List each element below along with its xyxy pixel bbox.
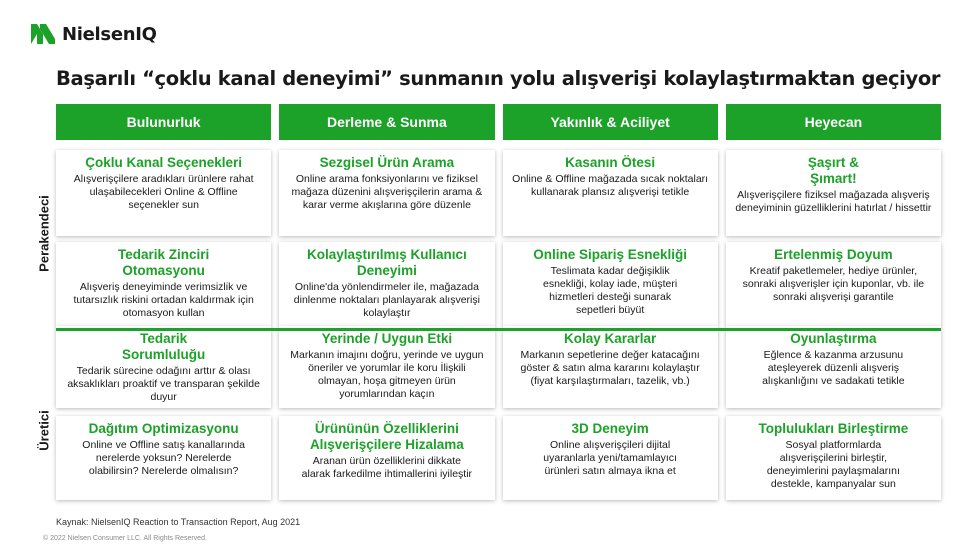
card-body: Alışverişçilere fiziksel mağazada alışveriş deneyiminin güzelliklerini hatırlat / hissettir: [735, 189, 932, 214]
card-title: Dağıtım Optimizasyonu: [88, 421, 239, 436]
row-group-label-uretici: Üretici: [36, 410, 52, 451]
card-title: Kasanın Ötesi: [565, 155, 656, 170]
card-body: Markanın imajını doğru, yerinde ve uygun öneriler ve yorumlar ile koru İlişkili olmayan, hoşa gitmeyen ürün yorumlarından kaçın: [290, 349, 484, 400]
card-3d-deneyim: [503, 416, 718, 500]
card-body: Teslimata kadar değişiklik esnekliği, kolay iade, müşteri hizmetleri desteği sunarak sepetleri büyüt: [543, 265, 678, 316]
card-title: Kolaylaştırılmış Kullanıcı Deneyimi: [306, 247, 467, 278]
card-body: Kreatif paketlemeler, hediye ürünler, sonraki alışverişler için kuponlar, vb. ile sonraki alışverişi garantile: [742, 265, 925, 303]
copyright-note: © 2022 Nielsen Consumer LLC. All Rights Reserved.: [43, 535, 207, 542]
card-title: Oyunlaştırma: [790, 331, 877, 346]
card-tedarik-zinciri: [56, 242, 271, 326]
card-body: Online'da yönlendirmeler ile, mağazada dinlenme noktaları planlayarak alışverişi kolaylaştır: [293, 281, 480, 319]
card-title: Online Sipariş Esnekliği: [533, 247, 688, 262]
card-body: Online alışverişçileri dijital uyaranlarla yeni/tamamlayıcı ürünleri satın almaya ikna et: [543, 439, 677, 477]
card-body: Aranan ürün özelliklerini dikkate alarak farkedilme ihtimallerini iyileştir: [301, 455, 473, 480]
strategy-grid: [56, 150, 941, 500]
card-sezgisel-urun-arama: [279, 150, 494, 236]
column-headers: [56, 104, 941, 140]
card-coklu-kanal: [56, 150, 271, 236]
card-kolaylastirilmis: [279, 242, 494, 326]
card-body: Online ve Offline satış kanallarında nerelerde yoksun? Nerelerde olabilirsin? Nerelerde olmalısın?: [82, 439, 245, 477]
card-body: Online arama fonksiyonlarını ve fiziksel mağaza düzenini alışverişçilerin arama & karar verme akışlarına göre düzenle: [291, 173, 483, 211]
card-body: Tedarik sürecine odağını arttır & olası aksaklıkları proaktif ve transparan şekilde duyur: [67, 365, 260, 403]
card-kasanin-otesi: [503, 150, 718, 236]
card-body: Alışverişçilere aradıkları ürünlere rahat ulaşabilecekleri Online & Offline seçenekler sun: [73, 173, 254, 211]
card-title: Toplulukları Birleştirme: [758, 421, 909, 436]
card-title: Ertelenmiş Doyum: [774, 247, 893, 262]
card-title: 3D Deneyim: [571, 421, 649, 436]
card-title: Tedarik Zinciri Otomasyonu: [117, 247, 210, 278]
card-title: Sezgisel Ürün Arama: [319, 155, 455, 170]
group-divider: [56, 328, 941, 331]
card-tedarik-sorumlulugu: [56, 326, 271, 408]
column-header-heyecan: Heyecan: [726, 104, 941, 140]
card-title: Ürününün Özelliklerini Alışverişçilere Hizalama: [309, 421, 464, 452]
card-title: Yerinde / Uygun Etki: [321, 331, 453, 346]
card-kolay-kararlar: [503, 326, 718, 408]
card-title: Şaşırt & Şımart!: [807, 155, 859, 186]
card-body: Sosyal platformlarda alışverişçilerini birleştir, deneyimlerini paylaşmalarını destekle, kampanyalar sun: [766, 439, 900, 490]
column-header-derleme-sunma: Derleme & Sunma: [279, 104, 494, 140]
nielseniq-logo-icon: [30, 22, 56, 46]
brand-name: NielsenIQ: [62, 23, 157, 45]
card-oyunlastirma: [726, 326, 941, 408]
row-group-label-perakendeci: Perakendeci: [36, 195, 52, 272]
card-yerinde-uygun-etki: [279, 326, 494, 408]
page-title: Başarılı “çoklu kanal deneyimi” sunmanın yolu alışverişi kolaylaştırmaktan geçiyor: [56, 67, 941, 90]
card-online-siparis: [503, 242, 718, 326]
column-header-bulunurluk: Bulunurluk: [56, 104, 271, 140]
card-sasirt-simart: [726, 150, 941, 236]
column-header-yakinlik-aciliyet: Yakınlık & Aciliyet: [503, 104, 718, 140]
card-body: Online & Offline mağazada sıcak noktaları kullanarak plansız alışverişi tetikle: [512, 173, 709, 198]
card-ertelenmis-doyum: [726, 242, 941, 326]
card-title: Çoklu Kanal Seçenekleri: [85, 155, 243, 170]
card-topluluklari-birlestirme: [726, 416, 941, 500]
card-body: Alışveriş deneyiminde verimsizlik ve tutarsızlık riskini ortadan kaldırmak için otomasyon kullan: [73, 281, 254, 319]
card-dagitim-optimizasyonu: [56, 416, 271, 500]
card-body: Markanın sepetlerine değer katacağını göster & satın alma kararını kolaylaştır (fiyat karşılaştırmaları, tazelik, vb.): [520, 349, 700, 387]
brand-logo: [30, 22, 157, 46]
card-body: Eğlence & kazanma arzusunu ateşleyerek düzenli alışveriş alışkanlığını ve sadakati tetikle: [762, 349, 905, 387]
source-note: Kaynak: NielsenIQ Reaction to Transaction Report, Aug 2021: [56, 517, 301, 527]
card-title: Kolay Kararlar: [563, 331, 657, 346]
card-urun-ozellikleri: [279, 416, 494, 500]
card-title: Tedarik Sorumluluğu: [122, 331, 206, 362]
